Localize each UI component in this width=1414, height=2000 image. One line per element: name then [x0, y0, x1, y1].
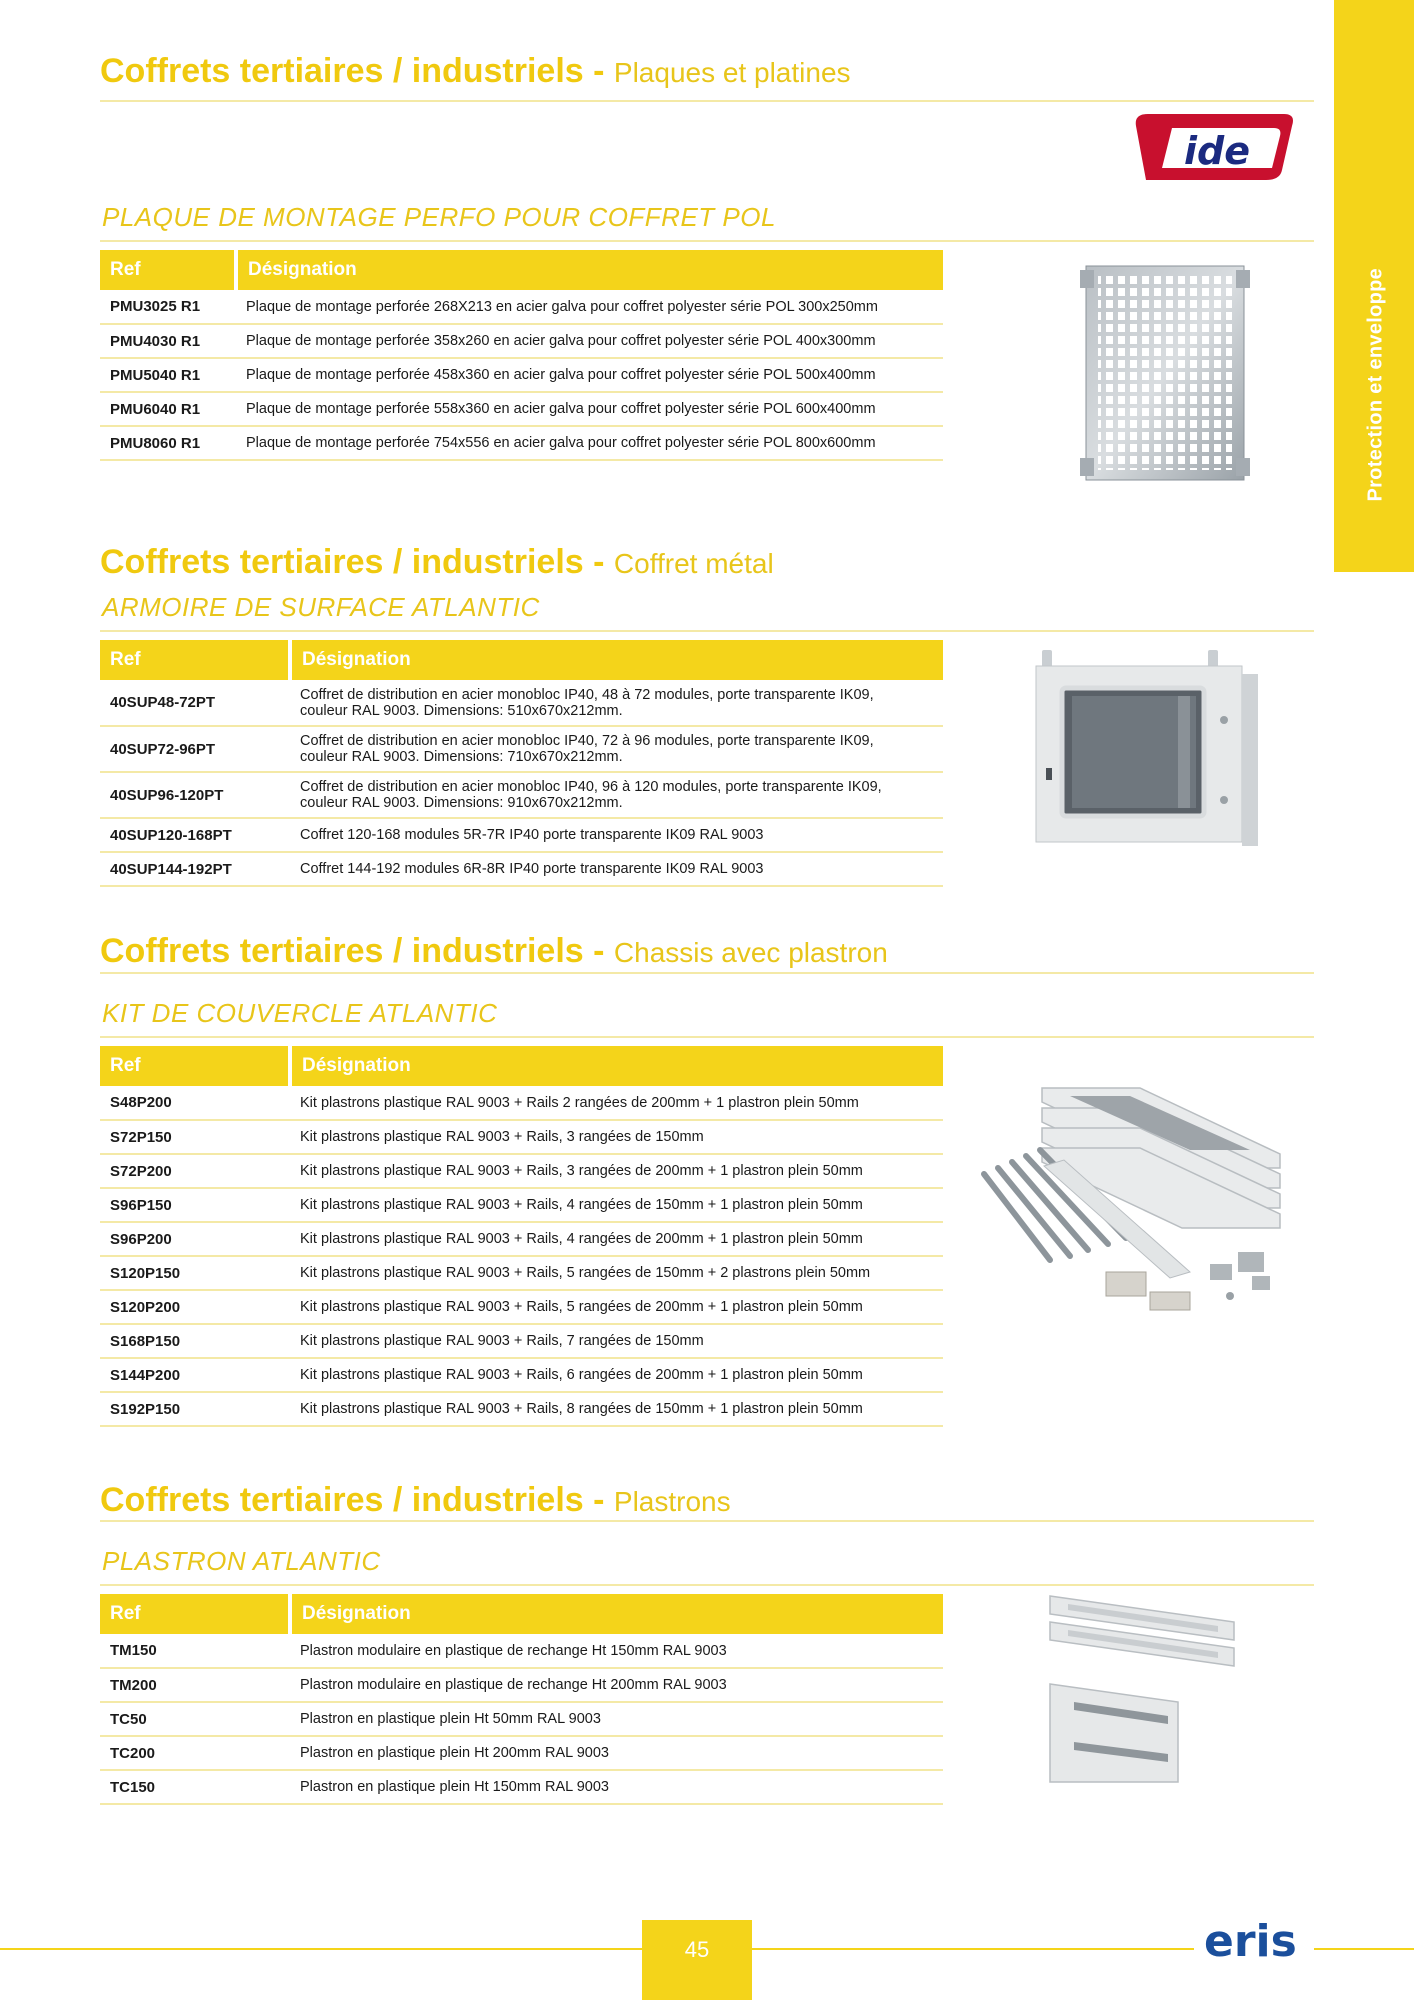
cell-ref: S96P200	[100, 1222, 290, 1256]
table-row	[100, 1702, 943, 1736]
eris-logo	[1202, 1914, 1310, 1964]
table-row	[100, 1736, 943, 1770]
table-row	[100, 680, 943, 726]
product-table-plaques	[100, 250, 943, 461]
section-title-chassis	[100, 932, 888, 971]
table-row	[100, 392, 943, 426]
cell-designation: Kit plastrons plastique RAL 9003 + Rails, 5 rangées de 200mm + 1 plastron plein 50mm	[290, 1290, 943, 1324]
cell-designation: Kit plastrons plastique RAL 9003 + Rails, 3 rangées de 200mm + 1 plastron plein 50mm	[290, 1154, 943, 1188]
table-header-row	[100, 1046, 943, 1086]
table-row	[100, 1668, 943, 1702]
ide-logo-text: ide	[1184, 129, 1250, 173]
cell-designation: Plaque de montage perforée 754x556 en acier galva pour coffret polyester série POL 800x600mm	[236, 426, 943, 460]
table-row	[100, 1222, 943, 1256]
cell-designation	[290, 772, 943, 818]
cell-ref: S168P150	[100, 1324, 290, 1358]
cell-designation: Plaque de montage perforée 268X213 en acier galva pour coffret polyester série POL 300x250mm	[236, 290, 943, 324]
table-row	[100, 1086, 943, 1120]
table-header-row	[100, 640, 943, 680]
cell-designation	[290, 680, 943, 726]
cell-ref: S72P150	[100, 1120, 290, 1154]
product-table-plastrons	[100, 1594, 943, 1805]
section-title-main: Coffrets tertiaires / industriels	[100, 932, 584, 970]
cell-ref: PMU8060 R1	[100, 426, 236, 460]
section-title-sub: Chassis avec plastron	[613, 937, 888, 968]
cell-ref: PMU3025 R1	[100, 290, 236, 324]
table-row	[100, 1120, 943, 1154]
cell-designation: Coffret 144-192 modules 6R-8R IP40 porte transparente IK09 RAL 9003	[290, 852, 943, 886]
designation-line-1: Coffret de distribution en acier monobloc IP40, 72 à 96 modules, porte transparente IK09,	[300, 733, 874, 749]
table-row	[100, 1154, 943, 1188]
cell-ref: TC50	[100, 1702, 290, 1736]
cell-ref: PMU5040 R1	[100, 358, 236, 392]
table-header-row	[100, 250, 943, 290]
section-title-coffret	[100, 543, 774, 582]
cell-designation: Kit plastrons plastique RAL 9003 + Rails, 4 rangées de 150mm + 1 plastron plein 50mm	[290, 1188, 943, 1222]
section-title-main: Coffrets tertiaires / industriels	[100, 52, 584, 90]
cell-ref: S120P150	[100, 1256, 290, 1290]
cell-ref: TC150	[100, 1770, 290, 1804]
section-title-separator: -	[583, 52, 614, 90]
section-rule	[100, 100, 1314, 102]
cell-ref: 40SUP120-168PT	[100, 818, 290, 852]
section-title-plastrons	[100, 1481, 731, 1520]
header-designation: Désignation	[290, 640, 943, 680]
cell-designation: Kit plastrons plastique RAL 9003 + Rails, 4 rangées de 200mm + 1 plastron plein 50mm	[290, 1222, 943, 1256]
header-ref: Ref	[100, 1594, 290, 1634]
table-row	[100, 852, 943, 886]
table-row	[100, 324, 943, 358]
cell-ref: S48P200	[100, 1086, 290, 1120]
section-title-separator: -	[583, 543, 614, 581]
header-designation: Désignation	[290, 1046, 943, 1086]
cell-ref: S72P200	[100, 1154, 290, 1188]
subheading-rule	[100, 1584, 1314, 1586]
table-row	[100, 726, 943, 772]
section-title-sub: Plastrons	[613, 1486, 731, 1517]
cell-designation: Plaque de montage perforée 358x260 en acier galva pour coffret polyester série POL 400x300mm	[236, 324, 943, 358]
table-row	[100, 1256, 943, 1290]
footer-rule-far-right	[1314, 1948, 1414, 1950]
designation-line-1: Coffret de distribution en acier monobloc IP40, 96 à 120 modules, porte transparente IK09,	[300, 779, 882, 795]
table-row	[100, 1634, 943, 1668]
cover-kit-image	[980, 1084, 1298, 1320]
table-row	[100, 818, 943, 852]
table-row	[100, 1324, 943, 1358]
cell-ref: S144P200	[100, 1358, 290, 1392]
table-header-row	[100, 1594, 943, 1634]
cell-designation: Plastron modulaire en plastique de rechange Ht 150mm RAL 9003	[290, 1634, 943, 1668]
header-ref: Ref	[100, 1046, 290, 1086]
cell-ref: 40SUP96-120PT	[100, 772, 290, 818]
eris-logo-text: eris	[1204, 1916, 1297, 1964]
cell-ref: 40SUP48-72PT	[100, 680, 290, 726]
table-row	[100, 1290, 943, 1324]
table-row	[100, 772, 943, 818]
section-title-plaques	[100, 52, 851, 91]
section-title-separator: -	[583, 932, 614, 970]
section-rule	[100, 972, 1314, 974]
ide-logo	[1126, 108, 1298, 184]
section-rule	[100, 1520, 1314, 1522]
metal-cabinet-image	[1028, 650, 1268, 858]
side-tab-label: Protection et enveloppe	[1364, 267, 1387, 502]
cell-ref: TM150	[100, 1634, 290, 1668]
cell-designation: Plastron en plastique plein Ht 50mm RAL 9003	[290, 1702, 943, 1736]
cell-ref: TM200	[100, 1668, 290, 1702]
cell-ref: S192P150	[100, 1392, 290, 1426]
cell-ref: PMU6040 R1	[100, 392, 236, 426]
perforated-plate-image	[1080, 262, 1250, 484]
cell-designation: Plastron en plastique plein Ht 200mm RAL 9003	[290, 1736, 943, 1770]
footer-rule-right	[752, 1948, 1194, 1950]
cell-designation: Kit plastrons plastique RAL 9003 + Rails, 6 rangées de 200mm + 1 plastron plein 50mm	[290, 1358, 943, 1392]
header-ref: Ref	[100, 250, 236, 290]
header-ref: Ref	[100, 640, 290, 680]
footer-rule-left	[0, 1948, 642, 1950]
cell-designation: Plaque de montage perforée 558x360 en acier galva pour coffret polyester série POL 600x400mm	[236, 392, 943, 426]
header-designation: Désignation	[236, 250, 943, 290]
table-row	[100, 1770, 943, 1804]
cell-designation	[290, 726, 943, 772]
cell-ref: 40SUP72-96PT	[100, 726, 290, 772]
table-row	[100, 1188, 943, 1222]
subheading-rule	[100, 240, 1314, 242]
product-subheading: PLAQUE DE MONTAGE PERFO POUR COFFRET POL	[102, 202, 776, 232]
side-category-tab	[1334, 0, 1414, 572]
designation-line-1: Coffret de distribution en acier monobloc IP40, 48 à 72 modules, porte transparente IK09,	[300, 686, 874, 703]
product-subheading: KIT DE COUVERCLE ATLANTIC	[102, 998, 498, 1028]
plastron-image	[1048, 1592, 1238, 1784]
designation-line-2: couleur RAL 9003. Dimensions: 510x670x212mm.	[300, 702, 623, 719]
table-row	[100, 1392, 943, 1426]
cell-ref: PMU4030 R1	[100, 324, 236, 358]
cell-ref: S96P150	[100, 1188, 290, 1222]
cell-designation: Plastron modulaire en plastique de rechange Ht 200mm RAL 9003	[290, 1668, 943, 1702]
designation-line-2: couleur RAL 9003. Dimensions: 710x670x212mm.	[300, 749, 623, 765]
table-row	[100, 1358, 943, 1392]
subheading-rule	[100, 1036, 1314, 1038]
designation-line-2: couleur RAL 9003. Dimensions: 910x670x212mm.	[300, 795, 623, 811]
cell-designation: Kit plastrons plastique RAL 9003 + Rails, 3 rangées de 150mm	[290, 1120, 943, 1154]
cell-designation: Coffret 120-168 modules 5R-7R IP40 porte transparente IK09 RAL 9003	[290, 818, 943, 852]
cell-designation: Plaque de montage perforée 458x360 en acier galva pour coffret polyester série POL 500x400mm	[236, 358, 943, 392]
page-number: 45	[642, 1920, 752, 2000]
table-row	[100, 358, 943, 392]
cell-ref: 40SUP144-192PT	[100, 852, 290, 886]
table-row	[100, 290, 943, 324]
product-subheading: ARMOIRE DE SURFACE ATLANTIC	[102, 592, 540, 622]
cell-designation: Kit plastrons plastique RAL 9003 + Rails 2 rangées de 200mm + 1 plastron plein 50mm	[290, 1086, 943, 1120]
cell-ref: S120P200	[100, 1290, 290, 1324]
section-title-main: Coffrets tertiaires / industriels	[100, 1481, 584, 1519]
product-table-chassis	[100, 1046, 943, 1427]
subheading-rule	[100, 630, 1314, 632]
cell-designation: Kit plastrons plastique RAL 9003 + Rails, 7 rangées de 150mm	[290, 1324, 943, 1358]
cell-ref: TC200	[100, 1736, 290, 1770]
cell-designation: Plastron en plastique plein Ht 150mm RAL 9003	[290, 1770, 943, 1804]
section-title-separator: -	[583, 1481, 614, 1519]
product-table-coffret	[100, 640, 943, 887]
header-designation: Désignation	[290, 1594, 943, 1634]
cell-designation: Kit plastrons plastique RAL 9003 + Rails, 8 rangées de 150mm + 1 plastron plein 50mm	[290, 1392, 943, 1426]
section-title-main: Coffrets tertiaires / industriels	[100, 543, 584, 581]
section-title-sub: Coffret métal	[613, 548, 774, 579]
section-title-sub: Plaques et platines	[613, 57, 851, 88]
cell-designation: Kit plastrons plastique RAL 9003 + Rails, 5 rangées de 150mm + 2 plastrons plein 50mm	[290, 1256, 943, 1290]
table-row	[100, 426, 943, 460]
product-subheading: PLASTRON ATLANTIC	[102, 1546, 381, 1576]
